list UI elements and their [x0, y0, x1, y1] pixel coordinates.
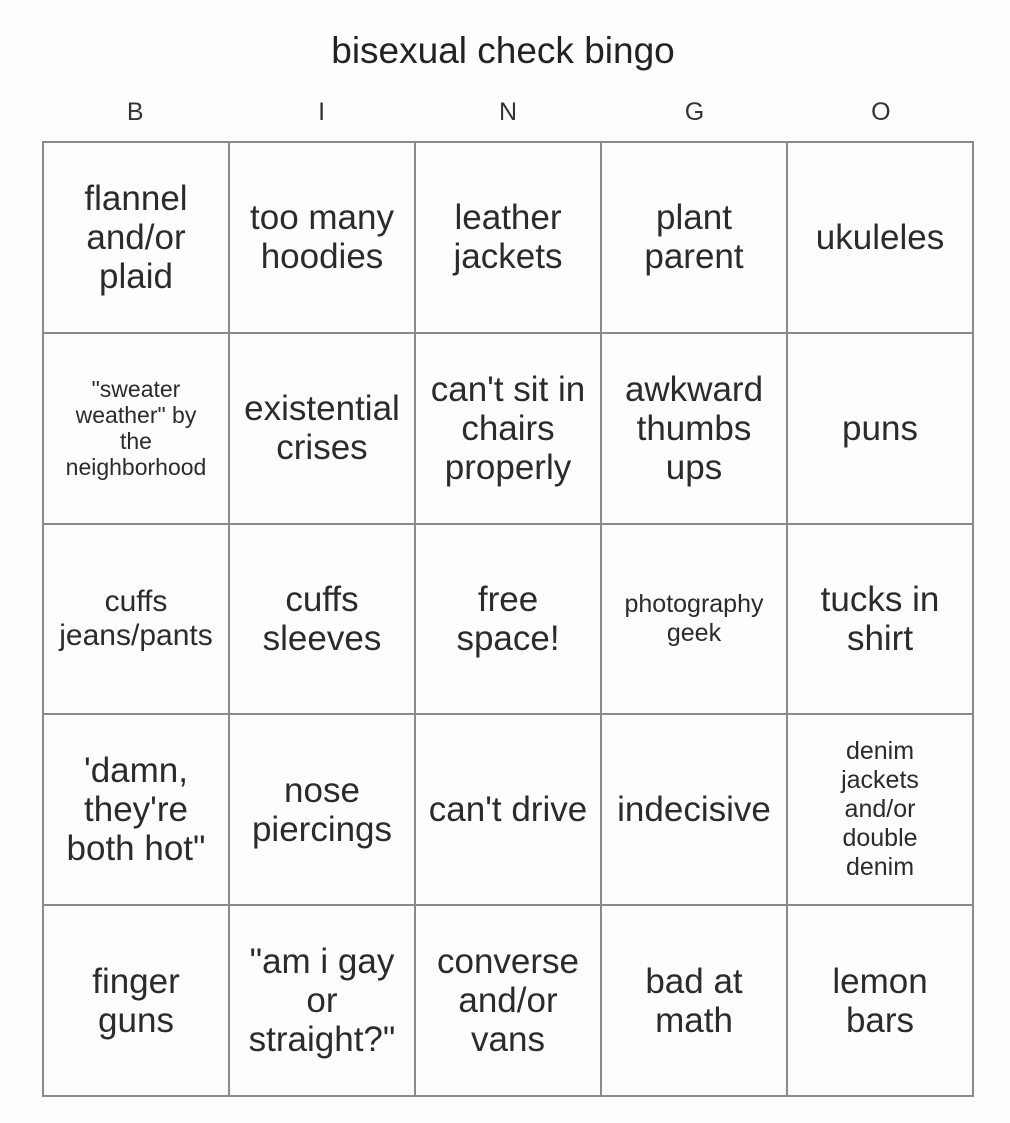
bingo-cell[interactable]: [602, 715, 788, 906]
bingo-cell[interactable]: [416, 906, 602, 1097]
cell-text: can't drive: [428, 790, 588, 830]
cell-text: tucks in shirt: [820, 579, 940, 658]
bingo-cell[interactable]: [602, 334, 788, 525]
cell-text: denim jackets and/or double denim: [841, 737, 919, 882]
cell-text: flannel and/or plaid: [84, 178, 188, 296]
bingo-cell[interactable]: [230, 334, 416, 525]
bingo-cell[interactable]: [44, 525, 230, 716]
cell-text: free space!: [456, 579, 560, 658]
cell-text: plant parent: [644, 198, 744, 277]
column-letters: [42, 92, 974, 132]
cell-text: puns: [842, 408, 918, 448]
bingo-cell[interactable]: [44, 906, 230, 1097]
letter-i: I: [318, 98, 326, 126]
cell-text: awkward thumbs ups: [624, 369, 764, 487]
cell-text: leather jackets: [453, 198, 563, 277]
bingo-cell[interactable]: [788, 143, 974, 334]
cell-text: converse and/or vans: [436, 942, 580, 1060]
bingo-cell[interactable]: [230, 143, 416, 334]
bingo-cell[interactable]: [44, 143, 230, 334]
card-title: bisexual check bingo: [331, 30, 675, 71]
cell-text: "sweater weather" by the neighborhood: [65, 376, 207, 481]
letter-n: N: [498, 98, 518, 126]
cell-text: too many hoodies: [250, 198, 394, 277]
bingo-cell[interactable]: [602, 525, 788, 716]
cell-text: nose piercings: [251, 770, 393, 849]
bingo-cell[interactable]: [602, 906, 788, 1097]
cell-text: ukuleles: [815, 217, 945, 257]
cell-text: bad at math: [645, 961, 743, 1040]
cell-text: indecisive: [617, 790, 771, 830]
bingo-cell[interactable]: [788, 715, 974, 906]
cell-text: lemon bars: [832, 961, 928, 1040]
bingo-cell[interactable]: [602, 143, 788, 334]
bingo-cell[interactable]: [788, 525, 974, 716]
bingo-cell[interactable]: [788, 334, 974, 525]
cell-text: can't sit in chairs properly: [430, 369, 586, 487]
letter-o: O: [871, 98, 891, 126]
bingo-cell[interactable]: [44, 334, 230, 525]
bingo-grid: [42, 141, 974, 1097]
letter-g: G: [684, 98, 705, 126]
bingo-cell[interactable]: [230, 906, 416, 1097]
free-space-cell[interactable]: [416, 525, 602, 716]
bingo-cell[interactable]: [788, 906, 974, 1097]
letter-b: B: [126, 98, 144, 126]
bingo-cell[interactable]: [230, 715, 416, 906]
cell-text: "am i gay or straight?": [248, 942, 396, 1060]
bingo-cell[interactable]: [230, 525, 416, 716]
cell-text: 'damn, they're both hot": [66, 751, 206, 869]
bingo-cell[interactable]: [416, 715, 602, 906]
bingo-cell[interactable]: [416, 143, 602, 334]
cell-text: cuffs jeans/pants: [59, 584, 213, 652]
cell-text: photography geek: [624, 589, 764, 647]
cell-text: finger guns: [92, 961, 180, 1040]
bingo-cell[interactable]: [416, 334, 602, 525]
bingo-cell[interactable]: [44, 715, 230, 906]
cell-text: cuffs sleeves: [262, 579, 382, 658]
cell-text: existential crises: [244, 389, 400, 468]
